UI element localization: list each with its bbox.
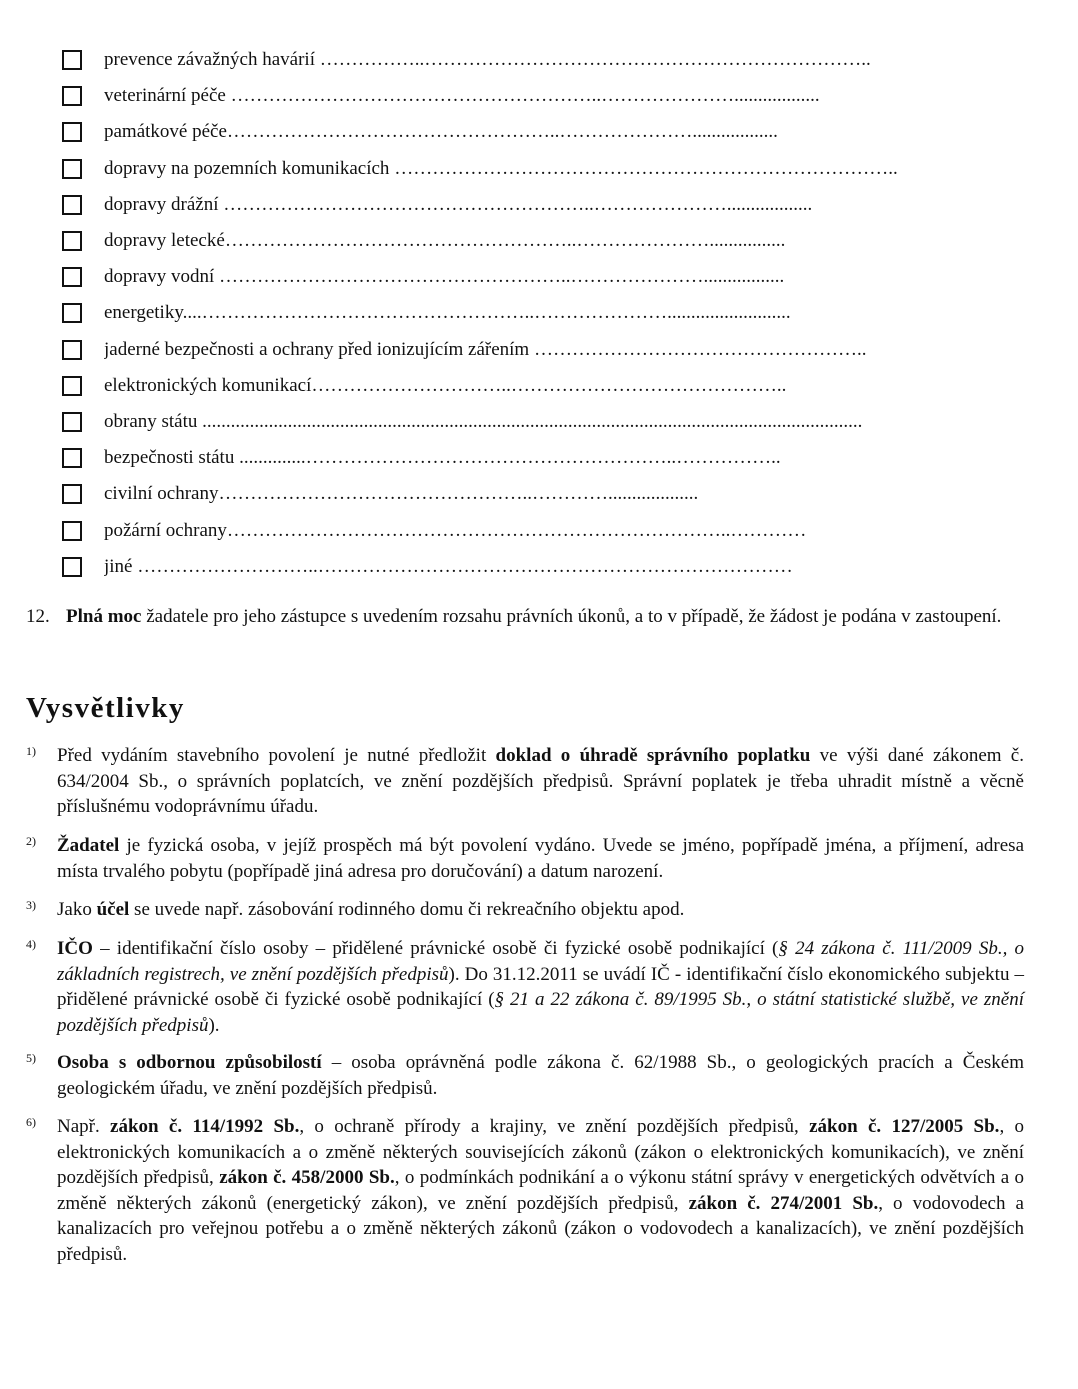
checkbox[interactable] xyxy=(62,231,82,251)
note-bold: Osoba s odbornou způsobilostí xyxy=(57,1052,322,1073)
note-text: – osoba oprávněná podle zákona č. 62/1988 Sb., o geologických pracích a Českém geologickém úřadu, ve znění pozdějších předpisů. xyxy=(57,1052,1024,1099)
checkbox[interactable] xyxy=(62,86,82,106)
leader-dots: …………………………………………………..………………….................. xyxy=(225,85,820,107)
note-text: Jako xyxy=(57,899,97,920)
footnote-6 xyxy=(26,1114,1024,1267)
item-12-body: žadatele pro jeho zástupce s uvedením rozsahu právních úkonů, a to v případě, že žádost je podána v zastoupení. xyxy=(141,606,1002,627)
footnote-2 xyxy=(26,833,1024,884)
note-text: – identifikační číslo osoby – přidělené právnické osobě či fyzické osobě podnikající ( xyxy=(92,938,779,959)
checklist-item-label: civilní ochrany xyxy=(104,483,219,505)
leader-dots: …………………………..…………………………………….. xyxy=(311,374,787,396)
checklist-item-label: dopravy letecké xyxy=(104,230,225,252)
leader-dots: ........................................................................................................................................... xyxy=(197,410,863,432)
leader-dots: ..............…………………………………………………..…………….. xyxy=(234,447,781,469)
leader-dots: ....……………………………………………..………………….......................... xyxy=(182,302,791,324)
note-bold: Žadatel xyxy=(57,835,120,856)
note-text: , o vodovodech a kanalizacích pro veřejnou potřebu a o změně některých zákonů (zákon o vodovodech a kanalizacích), ve znění pozdějších předpisů. xyxy=(57,1192,1024,1265)
footnote-marker: 4) xyxy=(26,937,36,951)
item-number: 12. xyxy=(26,606,50,627)
note-bold: IČO xyxy=(57,938,93,959)
note-text: ). Do 31.12.2011 se uvádí IČ - identifikační číslo ekonomického subjektu – přidělené právnické osobě či fyzické osobě podnikající ( xyxy=(57,963,1024,1010)
leader-dots: …………………………………………..…………................... xyxy=(218,483,699,505)
checklist-item-label: veterinární péče xyxy=(104,85,226,107)
note-bold: účel xyxy=(96,899,130,920)
leader-dots: ……………………………………………..………………….................. xyxy=(226,121,778,143)
checklist-item xyxy=(62,368,1022,404)
note-bold: doklad o úhradě správního poplatku xyxy=(495,745,811,766)
note-bold: zákon č. 127/2005 Sb. xyxy=(809,1116,1000,1137)
note-text: Před vydáním stavebního povolení je nutné předložit xyxy=(57,745,496,766)
note-text: , o ochraně přírody a krajiny, ve znění pozdějších předpisů, xyxy=(299,1116,810,1137)
checklist-item xyxy=(62,295,1022,331)
checkbox[interactable] xyxy=(62,50,82,70)
footnote-5 xyxy=(26,1050,1024,1101)
note-text: ve výši dané zákonem č. 634/2004 Sb., o správních poplatcích, ve znění pozdějších předpisů. Správní poplatek je třeba uhradit místně a věcně příslušnému vodoprávnímu úřadu. xyxy=(57,745,1024,817)
checklist-item xyxy=(62,440,1022,476)
note-text: Např. xyxy=(57,1116,111,1137)
checklist-item-label: obrany státu xyxy=(104,410,198,432)
checklist-item xyxy=(62,476,1022,512)
note-text: , o elektronických komunikacích a o změně některých souvisejících zákonů (zákon o elektronických komunikacích), ve znění pozdějších předpisů, xyxy=(57,1116,1024,1188)
note-bold: zákon č. 114/1992 Sb. xyxy=(110,1116,300,1137)
checkbox[interactable] xyxy=(62,340,82,360)
checklist-item-label: dopravy drážní xyxy=(104,193,219,215)
checklist-item-label: energetiky xyxy=(104,302,183,324)
footnote-marker: 6) xyxy=(26,1115,36,1129)
item-12-bold: Plná moc xyxy=(66,606,142,627)
checklist-item xyxy=(62,512,1022,548)
footnote-marker: 3) xyxy=(26,898,36,912)
note-text: , o podmínkách podnikání a o výkonu státní správy v energetických odvětvích a o změně některých zákonů (energetický zákon), ve znění pozdějších předpisů, xyxy=(57,1167,1025,1214)
leader-dots: ……………………………………………………………………..………… xyxy=(226,519,807,541)
note-text: se uvede např. zásobování rodinného domu či rekreačního objektu apod. xyxy=(129,899,685,920)
leader-dots: ………………………………………………..…………………................. xyxy=(214,266,785,288)
leader-dots: ………………………………………………..…………………................ xyxy=(224,230,786,252)
checkbox[interactable] xyxy=(62,159,82,179)
footnote-marker: 5) xyxy=(26,1051,36,1065)
item-12-text xyxy=(66,604,1026,630)
note-italic: § 24 zákona č. 111/2009 Sb., o základních registrech, ve znění pozdějších předpisů xyxy=(57,938,1025,985)
note-text: ). xyxy=(208,1014,220,1036)
note-italic: § 21 a 22 zákona č. 89/1995 Sb., o státní statistické službě, ve znění pozdějších předpisů xyxy=(57,989,1024,1036)
checklist-item-label: jiné xyxy=(104,555,133,577)
checkbox[interactable] xyxy=(62,557,82,577)
leader-dots: ……………..…………………………………………………………….. xyxy=(314,49,871,71)
checklist-item-label: dopravy na pozemních komunikacích xyxy=(104,157,390,179)
checklist-item xyxy=(62,42,1022,78)
checklist-item xyxy=(62,549,1022,585)
footnote-marker: 2) xyxy=(26,834,36,848)
checklist-item-label: požární ochrany xyxy=(104,519,227,541)
footnote-3 xyxy=(26,897,1024,923)
checklist xyxy=(62,42,1022,585)
checklist-item-label: bezpečnosti státu xyxy=(104,447,235,469)
checkbox[interactable] xyxy=(62,448,82,468)
footnote-1 xyxy=(26,743,1024,820)
checkbox[interactable] xyxy=(62,267,82,287)
checkbox[interactable] xyxy=(62,122,82,142)
checklist-item xyxy=(62,78,1022,114)
checkbox[interactable] xyxy=(62,303,82,323)
checklist-item-label: dopravy vodní xyxy=(104,266,215,288)
item-12 xyxy=(26,604,1026,630)
footnote-4 xyxy=(26,936,1024,1038)
leader-dots: …………………………………………………..………………….................. xyxy=(218,193,813,215)
footnote-marker: 1) xyxy=(26,744,36,758)
leader-dots: …………………………………………….. xyxy=(529,338,867,360)
leader-dots: …………………………………………………………………….. xyxy=(389,157,898,179)
checkbox[interactable] xyxy=(62,195,82,215)
checklist-item xyxy=(62,223,1022,259)
checklist-item xyxy=(62,114,1022,150)
leader-dots: ………………………..………………………………………………………………… xyxy=(132,555,793,577)
checklist-item-label: elektronických komunikací xyxy=(104,374,312,396)
checklist-item-label: prevence závažných havárií xyxy=(104,49,315,71)
checkbox[interactable] xyxy=(62,521,82,541)
checklist-item xyxy=(62,259,1022,295)
note-bold: zákon č. 274/2001 Sb. xyxy=(688,1192,879,1214)
checklist-item-label: jaderné bezpečnosti a ochrany před ionizujícím zářením xyxy=(104,338,530,360)
checklist-item xyxy=(62,151,1022,187)
checkbox[interactable] xyxy=(62,412,82,432)
checklist-item xyxy=(62,187,1022,223)
section-heading: Vysvětlivky xyxy=(26,692,185,724)
checklist-item xyxy=(62,404,1022,440)
checkbox[interactable] xyxy=(62,376,82,396)
checklist-item-label: památkové péče xyxy=(104,121,227,143)
note-text: je fyzická osoba, v jejíž prospěch má být povolení vydáno. Uvede se jméno, popřípadě jména, a příjmení, adresa místa trvalého pobytu (popřípadě jiná adresa pro doručování) a datum narození. xyxy=(57,835,1024,882)
checklist-item xyxy=(62,332,1022,368)
checkbox[interactable] xyxy=(62,484,82,504)
note-bold: zákon č. 458/2000 Sb. xyxy=(219,1167,395,1188)
